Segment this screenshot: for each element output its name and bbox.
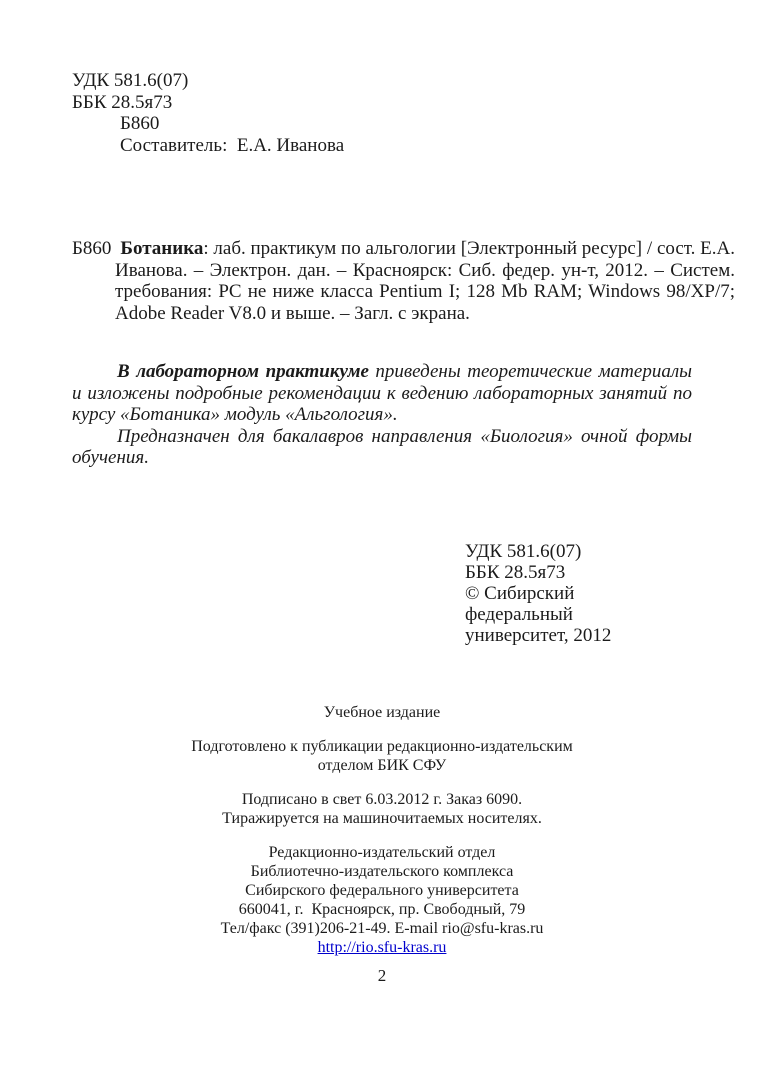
copyright-line: федеральный (465, 604, 573, 625)
prepared-by-line: отделом БИК СФУ (317, 757, 447, 774)
prepared-by-block (0, 737, 764, 775)
copyright-udk: УДК 581.6(07) (465, 541, 582, 562)
bbk-line: ББК 28.5я73 (72, 91, 173, 113)
release-line: Подписано в свет 6.03.2012 г. Заказ 6090. (241, 791, 523, 808)
publisher-line: Библиотечно-издательского комплекса (250, 863, 514, 880)
udk-line: УДК 581.6(07) (72, 70, 189, 91)
publisher-website-line (0, 938, 764, 957)
annotation-paragraph-2: Предназначен для бакалавров направления «Биология» очной формы обучения. (72, 425, 692, 468)
publisher-block (0, 843, 764, 957)
publisher-line: Сибирского федерального университета (245, 882, 519, 899)
catalog-entry (72, 238, 735, 324)
compiler-line: Составитель: Е.А. Иванова (120, 134, 345, 156)
annotation-lead: В лабораторном практикуме (117, 361, 369, 382)
annotation-paragraph-1-rest: приведены теоретические материалы и изложены подробные рекомендации к ведению лабораторных занятий по курсу «Ботаника» модуль «Альгология». (72, 361, 692, 425)
publisher-address: 660041, г. Красноярск, пр. Свободный, 79 (238, 901, 526, 918)
copyright-line: университет, 2012 (465, 625, 612, 646)
annotation-block (72, 361, 692, 469)
publisher-website-link[interactable]: http://rio.sfu-kras.ru (317, 939, 447, 956)
classification-block (72, 70, 344, 156)
edition-type: Учебное издание (323, 704, 441, 721)
copyright-block (465, 541, 611, 646)
catalog-text: : лаб. практикум по альгологии [Электронный ресурс] / сост. Е.А. Иванова. – Электрон. дан. – Красноярск: Сиб. федер. ун-т, 2012. – Систем. требования: PC не ниже класса Pentium I; 128 Mb RAM; Windows 98/XP/7; Adobe Reader V8.0 и выше. – Загл. с экрана. (115, 238, 735, 324)
catalog-code: Б860 (72, 238, 112, 259)
book-code: Б860 (120, 113, 160, 134)
annotation-paragraph-1 (72, 361, 692, 426)
imprint-block (0, 703, 764, 957)
page-number: 2 (377, 966, 387, 985)
copyright-bbk: ББК 28.5я73 (465, 562, 566, 583)
prepared-by-line: Подготовлено к публикации редакционно-издательским (191, 738, 573, 755)
release-info-block (0, 790, 764, 828)
publisher-contacts: Тел/факс (391)206-21-49. E-mail rio@sfu-kras.ru (220, 920, 544, 937)
catalog-title: Ботаника (120, 238, 204, 259)
copyright-line: © Сибирский (465, 583, 575, 604)
publisher-line: Редакционно-издательский отдел (268, 844, 496, 861)
release-line: Тиражируется на машиночитаемых носителях. (222, 810, 542, 827)
